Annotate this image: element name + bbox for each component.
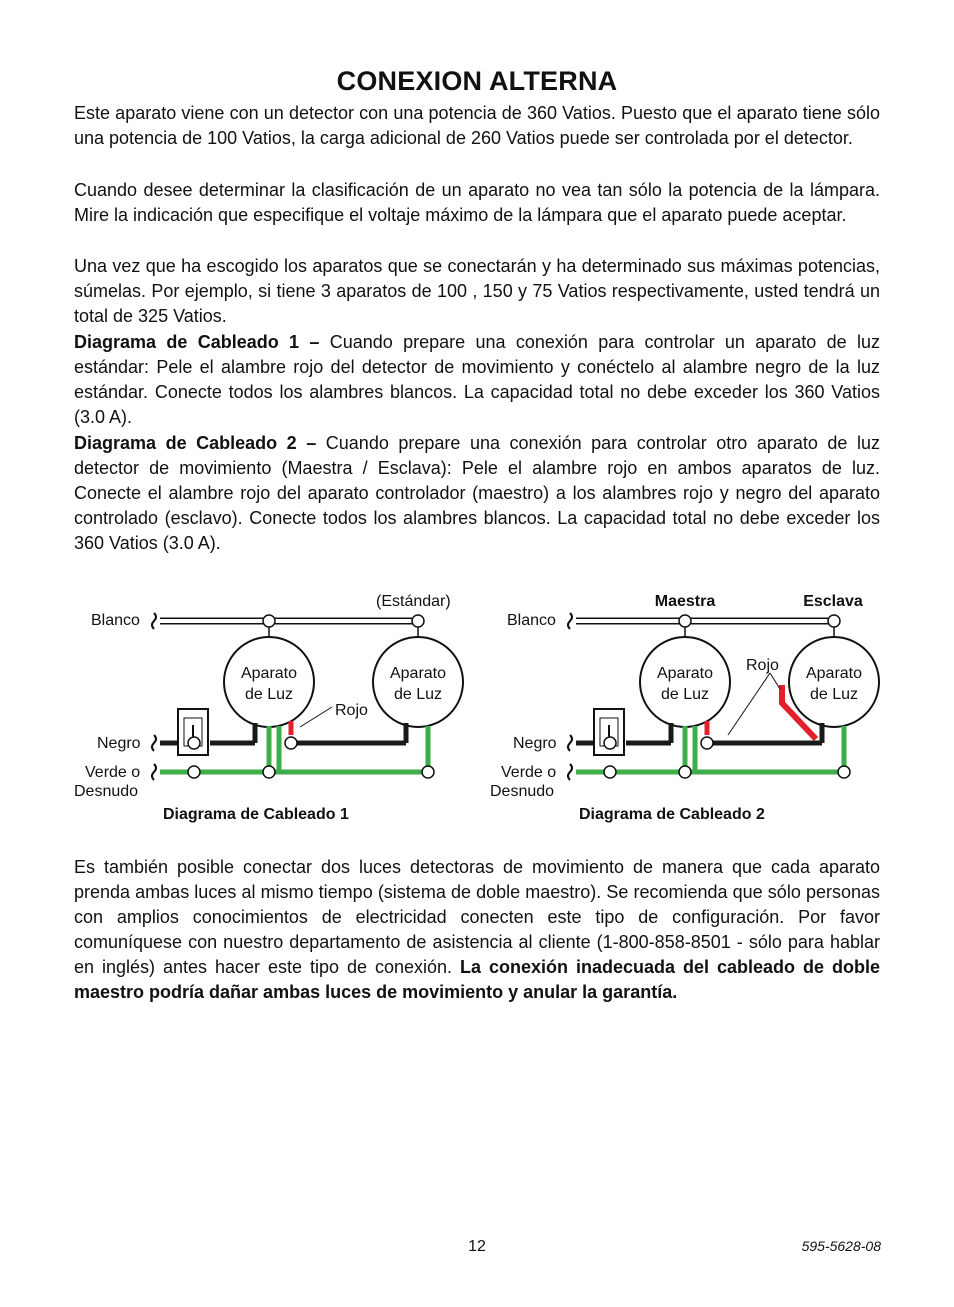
fixture-b-label-1: Aparato <box>805 665 863 682</box>
fixture-a-label-1: Aparato <box>656 665 714 682</box>
label-estandar: (Estándar) <box>376 593 451 610</box>
diagram-2-caption: Diagrama de Cableado 2 <box>579 806 765 823</box>
fixture-b-label-1: Aparato <box>389 665 447 682</box>
document-code: 595-5628-08 <box>801 1238 881 1254</box>
wiring-diagrams <box>60 585 900 835</box>
wiring-diagram-1 <box>74 593 463 823</box>
paragraph-6 <box>74 855 880 1005</box>
paragraph-4-heading: Diagrama de Cableado 1 – <box>74 332 320 352</box>
fixture-b-label-2: de Luz <box>809 686 859 703</box>
label-negro: Negro <box>97 735 141 752</box>
wiring-diagram-2 <box>490 593 879 823</box>
fixture-circle <box>373 637 463 727</box>
fixture-a-label-1: Aparato <box>240 665 298 682</box>
label-esclava: Esclava <box>803 593 863 610</box>
paragraph-5-body: Cuando prepare una conexión para controlar otro aparato de luz detector de movimiento (Maestra / Esclava): Pele el alambre rojo en ambos aparatos de luz. Conecte el alambre rojo del aparato controlador (maestro) a los alambres rojo y negro del aparato controlado (esclavo). Conecte todos los alambres blancos. La capacidad total no debe exceder los 360 Vatios (3.0 A). <box>74 433 880 553</box>
label-desnudo: Desnudo <box>74 783 139 800</box>
label-verde: Verde o <box>501 764 557 781</box>
label-negro: Negro <box>513 735 557 752</box>
fixture-circle <box>640 637 730 727</box>
paragraph-2: Cuando desee determinar la clasificación de un aparato no vea tan sólo la potencia de la lámpara. Mire la indicación que especifique el voltaje máximo de la lámpara que el aparato puede aceptar. <box>74 180 880 225</box>
fixture-circle <box>224 637 314 727</box>
label-rojo: Rojo <box>335 702 368 719</box>
label-blanco: Blanco <box>91 612 140 629</box>
page-number: 12 <box>468 1238 486 1255</box>
fixture-a-label-2: de Luz <box>660 686 710 703</box>
fixture-circle <box>789 637 879 727</box>
label-desnudo: Desnudo <box>490 783 555 800</box>
paragraph-6-warning: La conexión inadecuada del cableado de doble maestro podría dañar ambas luces de movimiento y anular la garantía. <box>74 957 880 1002</box>
paragraph-4-body: Cuando prepare una conexión para controlar un aparato de luz estándar: Pele el alambre rojo del detector de movimiento y conéctelo al alambre negro de la luz estándar. Conecte todos los alambres blancos. La capacidad total no debe exceder los 360 Vatios (3.0 A). <box>74 332 880 427</box>
fixture-a-label-2: de Luz <box>244 686 294 703</box>
label-blanco: Blanco <box>507 612 556 629</box>
label-maestra: Maestra <box>654 593 716 610</box>
paragraph-6-body: Es también posible conectar dos luces detectoras de movimiento de manera que cada aparato prenda ambas luces al mismo tiempo (sistema de doble maestro). Se recomienda que sólo personas con amplios conocimientos de electricidad conecten este tipo de configuración. Por favor comuníquese con nuestro departamento de asistencia al cliente (1-800-858-8501 - sólo para hablar en inglés) antes hacer este tipo de conexión. <box>74 857 880 977</box>
diagram-1-caption: Diagrama de Cableado 1 <box>163 806 349 823</box>
page-title: CONEXION ALTERNA <box>336 66 618 96</box>
paragraph-3: Una vez que ha escogido los aparatos que se conectarán y ha determinado sus máximas potencias, súmelas. Por ejemplo, si tiene 3 aparatos de 100 , 150 y 75 Vatios respectivamente, usted tendrá un total de 325 Vatios. <box>74 256 880 326</box>
paragraph-4 <box>74 330 880 430</box>
paragraph-5 <box>74 431 880 556</box>
paragraph-1: Este aparato viene con un detector con una potencia de 360 Vatios. Puesto que el aparato tiene sólo una potencia de 100 Vatios, la carga adicional de 260 Vatios puede ser controlada por el detector. <box>74 103 880 148</box>
label-verde: Verde o <box>85 764 141 781</box>
label-rojo: Rojo <box>746 657 779 674</box>
paragraph-5-heading: Diagrama de Cableado 2 – <box>74 433 317 453</box>
fixture-b-label-2: de Luz <box>393 686 443 703</box>
